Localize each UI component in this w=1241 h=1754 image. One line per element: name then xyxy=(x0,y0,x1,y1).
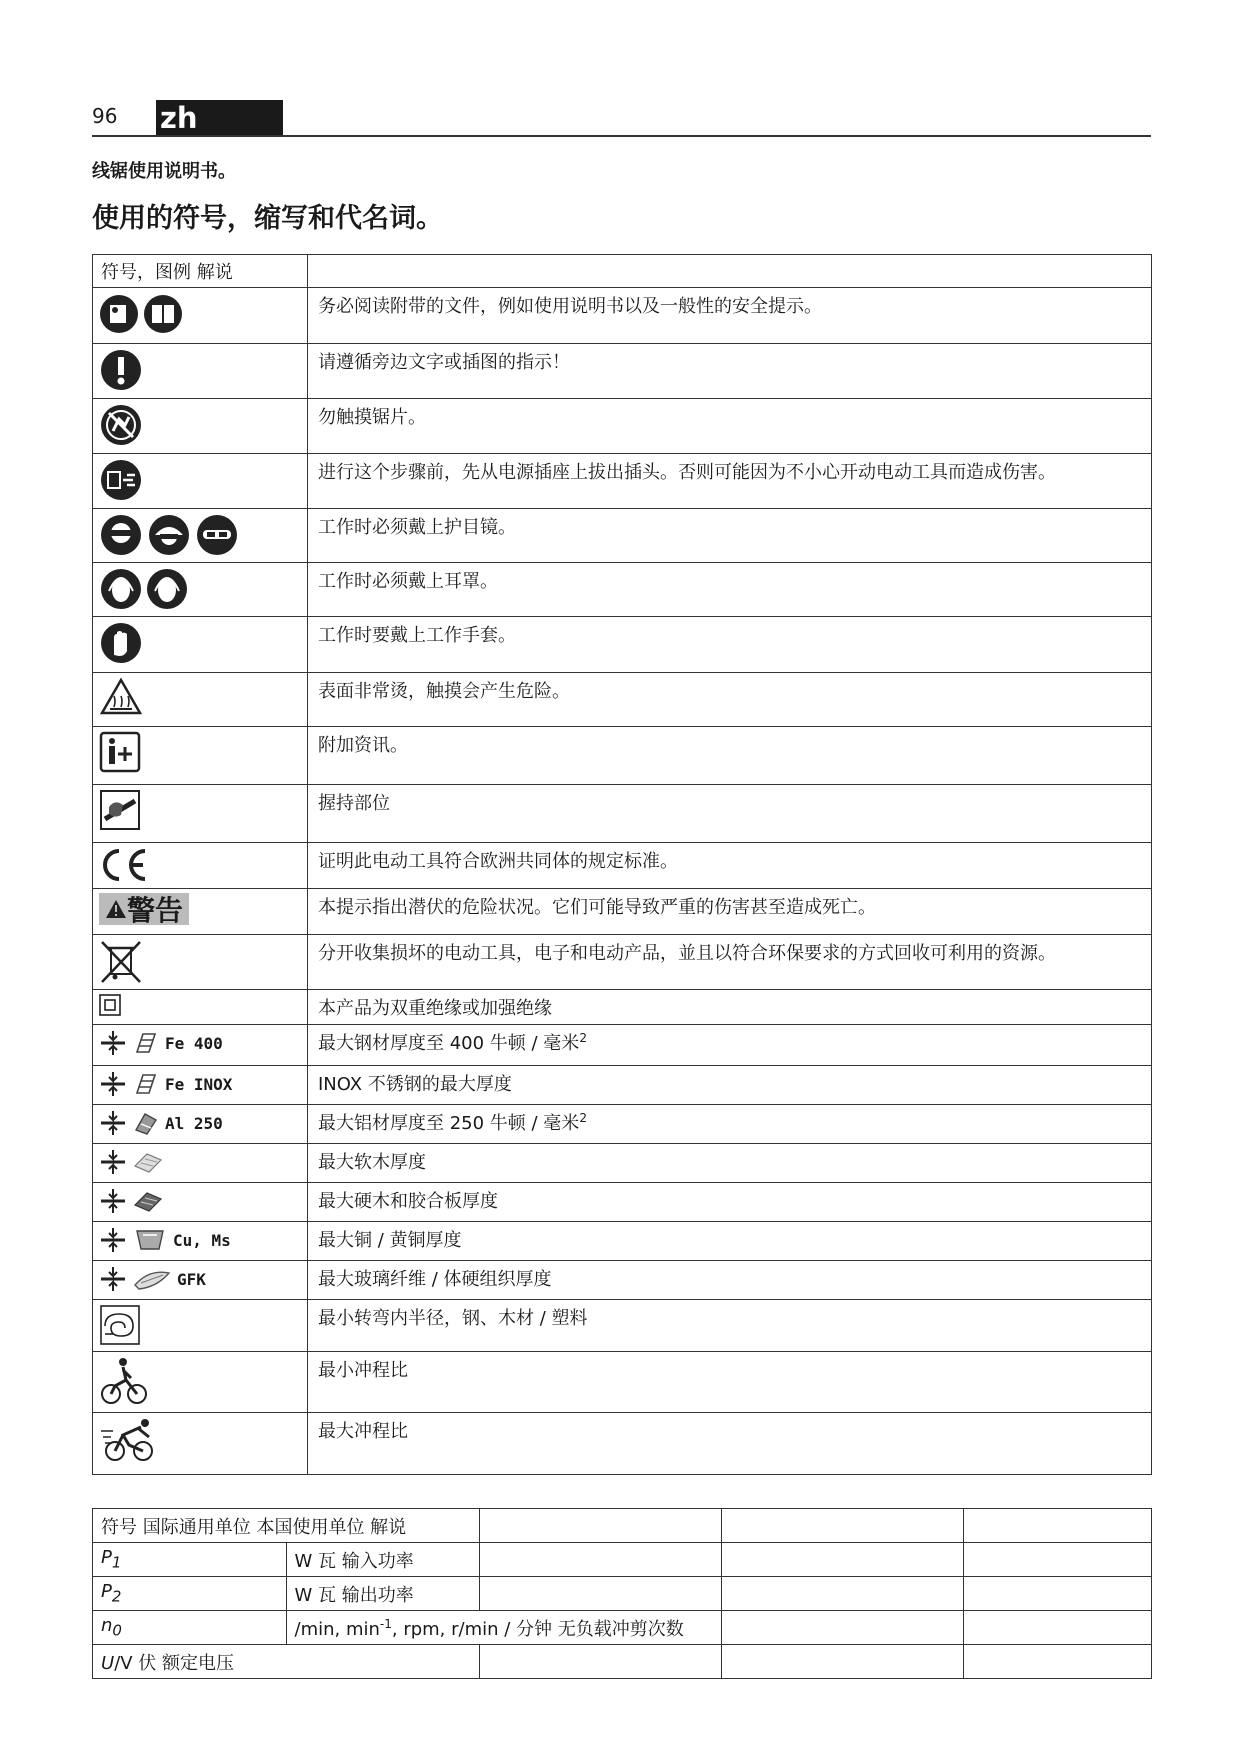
description-text: 最大钢材厚度至 400 牛顿 / 毫米 xyxy=(318,1033,580,1054)
symbol-description: 进行这个步骤前，先从电源插座上拔出插头。否则可能因为不小心开动电动工具而造成伤害。 xyxy=(308,454,1152,509)
gloves-icon xyxy=(99,621,143,665)
symbol-letter: U xyxy=(101,1652,115,1674)
unit-description: W 瓦 输出功率 xyxy=(286,1577,480,1611)
unit-symbol xyxy=(93,1543,287,1577)
thickness-icon xyxy=(99,1070,127,1098)
symbol-description: 勿触摸锯片。 xyxy=(308,399,1152,454)
ear-protection-icon xyxy=(99,567,191,611)
symbol-letter: P xyxy=(101,1581,112,1603)
symbol-table-header-blank xyxy=(308,255,1152,288)
symbol-description: 本提示指出潜伏的危险状况。它们可能导致严重的伤害甚至造成死亡。 xyxy=(308,889,1152,935)
copper-icon xyxy=(133,1227,167,1253)
no-touch-blade-icon xyxy=(99,403,143,447)
thickness-icon xyxy=(99,1265,127,1293)
unit-table-blank xyxy=(722,1611,964,1645)
table-row xyxy=(93,1066,1152,1105)
symbol-table-header xyxy=(93,255,1152,288)
language-badge: zh (CM) xyxy=(156,100,283,136)
symbol-description: 务必阅读附带的文件，例如使用说明书以及一般性的安全提示。 xyxy=(308,288,1152,344)
unit-text: /min, min xyxy=(294,1618,380,1640)
material-label: Cu, Ms xyxy=(173,1230,231,1250)
table-row xyxy=(93,563,1152,617)
thickness-icon xyxy=(99,1029,127,1057)
unit-text: , rpm, r/min / 分钟 无负载冲剪次数 xyxy=(391,1618,684,1640)
eye-protection-icon xyxy=(99,513,239,557)
symbol-description: 证明此电动工具符合欧洲共同体的规定标准。 xyxy=(308,843,1152,889)
material-label: Fe INOX xyxy=(165,1074,233,1094)
symbol-description: 工作时必须戴上耳罩。 xyxy=(308,563,1152,617)
warning-triangle-icon xyxy=(105,899,127,919)
symbol-description: 握持部位 xyxy=(308,785,1152,843)
symbol-description: 工作时必须戴上护目镜。 xyxy=(308,509,1152,563)
unit-symbol xyxy=(93,1611,287,1645)
table-row xyxy=(93,344,1152,399)
symbol-description: 最大硬木和胶合板厚度 xyxy=(308,1183,1152,1222)
unit-table-header xyxy=(93,1509,1152,1543)
unit-description xyxy=(286,1611,722,1645)
document-subtitle: 线锯使用说明书。 xyxy=(92,161,236,182)
table-row xyxy=(93,1183,1152,1222)
table-row xyxy=(93,1543,1152,1577)
table-row xyxy=(93,1645,1152,1679)
unit-symbol: U/V 伏 额定电压 xyxy=(93,1645,480,1679)
unit-table-blank xyxy=(964,1543,1152,1577)
exclamation-icon xyxy=(99,348,143,392)
symbol-description: 最大铜 / 黄铜厚度 xyxy=(308,1222,1152,1261)
unit-superscript: -1 xyxy=(379,1616,392,1631)
material-label: GFK xyxy=(177,1269,206,1289)
unit-description: V 伏 额定电压 xyxy=(120,1652,235,1674)
slow-cyclist-icon xyxy=(99,1356,149,1404)
symbol-description xyxy=(308,1025,1152,1066)
symbol-description xyxy=(308,1105,1152,1144)
ce-mark-icon xyxy=(99,847,149,883)
unit-table-blank xyxy=(964,1611,1152,1645)
superscript: 2 xyxy=(579,1111,587,1125)
unit-table-blank xyxy=(722,1543,964,1577)
unit-table-blank xyxy=(964,1645,1152,1679)
unit-table xyxy=(92,1508,1152,1679)
symbol-table-header-cell: 符号，图例 解说 xyxy=(93,255,308,288)
curve-radius-icon xyxy=(99,1304,141,1346)
page-number: 96 xyxy=(92,104,118,128)
table-row xyxy=(93,1352,1152,1413)
table-row xyxy=(93,509,1152,563)
symbol-description: 最小转弯内半径，钢、木材 / 塑料 xyxy=(308,1300,1152,1352)
material-label: Al 250 xyxy=(165,1113,223,1133)
superscript: 2 xyxy=(579,1031,587,1045)
hardwood-icon xyxy=(133,1189,163,1213)
symbol-description: 最大冲程比 xyxy=(308,1413,1152,1475)
unit-table-blank xyxy=(722,1645,964,1679)
unit-table-blank xyxy=(722,1509,964,1543)
symbol-description: 分开收集损坏的电动工具，电子和电动产品，並且以符合环保要求的方式回收可利用的资源。 xyxy=(308,935,1152,990)
symbol-description: 最大软木厚度 xyxy=(308,1144,1152,1183)
section-title: 使用的符号，缩写和代名词。 xyxy=(92,203,443,234)
table-row xyxy=(93,727,1152,785)
unit-table-blank xyxy=(964,1509,1152,1543)
symbol-description: 工作时要戴上工作手套。 xyxy=(308,617,1152,673)
table-row xyxy=(93,1261,1152,1300)
symbol-subscript: 1 xyxy=(111,1553,122,1572)
table-row xyxy=(93,1222,1152,1261)
symbol-description: INOX 不锈钢的最大厚度 xyxy=(308,1066,1152,1105)
table-row xyxy=(93,889,1152,935)
table-row xyxy=(93,617,1152,673)
table-row xyxy=(93,1413,1152,1475)
table-row xyxy=(93,1144,1152,1183)
warning-badge xyxy=(99,893,189,925)
table-row xyxy=(93,935,1152,990)
table-row xyxy=(93,1025,1152,1066)
warning-label: 警告 xyxy=(127,894,184,927)
table-row xyxy=(93,1105,1152,1144)
symbol-description: 请遵循旁边文字或插图的指示！ xyxy=(308,344,1152,399)
symbol-description: 附加资讯。 xyxy=(308,727,1152,785)
weee-bin-icon xyxy=(99,939,143,985)
thickness-icon xyxy=(99,1187,127,1215)
steel-icon xyxy=(133,1071,159,1097)
unplug-icon xyxy=(99,458,143,502)
table-row xyxy=(93,785,1152,843)
material-label: Fe 400 xyxy=(165,1033,223,1053)
table-row xyxy=(93,399,1152,454)
symbol-description: 表面非常烫，触摸会产生危险。 xyxy=(308,673,1152,727)
symbol-description: 最小冲程比 xyxy=(308,1352,1152,1413)
unit-table-blank xyxy=(480,1543,722,1577)
hot-surface-icon xyxy=(99,677,143,717)
symbol-letter: P xyxy=(101,1547,112,1569)
unit-table-blank xyxy=(964,1577,1152,1611)
unit-description: W 瓦 输入功率 xyxy=(286,1543,480,1577)
grip-icon xyxy=(99,789,141,831)
table-row xyxy=(93,288,1152,344)
thickness-icon xyxy=(99,1226,127,1254)
symbol-letter: n xyxy=(101,1615,113,1637)
steel-icon xyxy=(133,1030,159,1056)
gfk-icon xyxy=(133,1267,171,1291)
table-row xyxy=(93,673,1152,727)
table-row xyxy=(93,843,1152,889)
symbol-table xyxy=(92,254,1152,1475)
table-row xyxy=(93,990,1152,1025)
unit-table-blank xyxy=(480,1577,722,1611)
softwood-icon xyxy=(133,1150,163,1174)
thickness-icon xyxy=(99,1109,127,1137)
unit-table-blank xyxy=(722,1577,964,1611)
unit-table-blank xyxy=(480,1509,722,1543)
description-text: 最大铝材厚度至 250 牛顿 / 毫米 xyxy=(318,1113,580,1134)
unit-table-header-cell: 符号 国际通用单位 本国使用单位 解说 xyxy=(93,1509,480,1543)
symbol-description: 最大玻璃纤维 / 体硬组织厚度 xyxy=(308,1261,1152,1300)
read-manual-icon xyxy=(99,292,187,336)
thickness-icon xyxy=(99,1148,127,1176)
aluminium-icon xyxy=(133,1110,159,1136)
unit-table-blank xyxy=(480,1645,722,1679)
symbol-subscript: 0 xyxy=(112,1621,122,1640)
table-row xyxy=(93,1577,1152,1611)
double-insulation-icon xyxy=(99,994,121,1016)
header-rule xyxy=(92,135,1151,137)
symbol-subscript: 2 xyxy=(111,1587,122,1606)
table-row xyxy=(93,1611,1152,1645)
table-row xyxy=(93,454,1152,509)
unit-symbol xyxy=(93,1577,287,1611)
table-row xyxy=(93,1300,1152,1352)
fast-cyclist-icon xyxy=(99,1417,159,1463)
symbol-description: 本产品为双重绝缘或加强绝缘 xyxy=(308,990,1152,1025)
info-icon xyxy=(99,731,141,773)
